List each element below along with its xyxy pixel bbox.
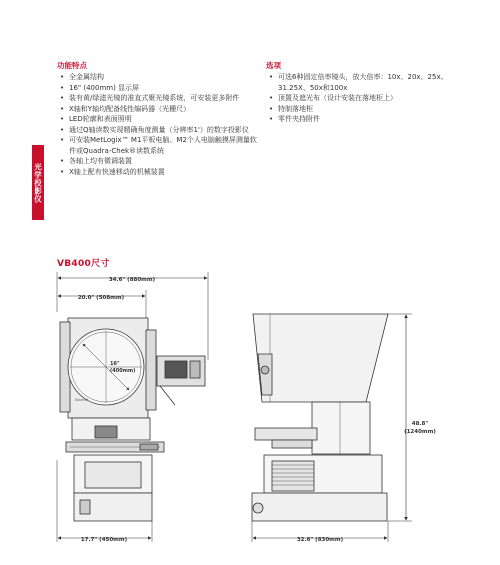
- base-width-label: 17.7" (450mm): [80, 537, 128, 543]
- bullet-item: • 顶置及遮光布（设计安装在落地柜上）: [269, 93, 469, 104]
- bullet-item: • 16" (400mm) 显示屏: [60, 83, 262, 94]
- side-view: [252, 314, 412, 542]
- depth-label: 32.6" (830mm): [296, 537, 344, 543]
- dimensions-title: VB400尺寸: [57, 259, 110, 269]
- overall-width-label: 34.6" (880mm): [108, 277, 156, 283]
- screen-size-mm-label: (400mm): [110, 368, 136, 374]
- bullet-item: • X轴和Y轴均配备线性编码器（光栅尺）: [60, 104, 262, 115]
- height-label: 48.8": [411, 421, 429, 427]
- bullet-item: • 可选6种固定倍率镜头，放大倍率：10x、20x、25x、31.25X、50x和100x: [269, 72, 469, 93]
- side-tab-label: 光学投影仪: [33, 162, 43, 203]
- bullet-item: • 各轴上均有微调装置: [60, 156, 262, 167]
- bullet-item: • LED轮廓和表面照明: [60, 114, 262, 125]
- features-title: 功能特点: [57, 61, 87, 70]
- bullet-item: • X轴上配有快速移动的机械装置: [60, 167, 262, 178]
- bullet-item: • 零件夹持附件: [269, 114, 469, 125]
- height-mm-label: (1240mm): [404, 429, 436, 435]
- screen-size-label: 16": [110, 361, 120, 367]
- bullet-item: • 特制落地柜: [269, 104, 469, 115]
- screen-center-label: 20.0" (508mm): [77, 295, 125, 301]
- bullet-item: • 全金属结构: [60, 72, 262, 83]
- bullet-item: • 装有黄/绿滤光镜的准直式聚光镜系统，可安装更多附件: [60, 93, 262, 104]
- brand-label: Starrett: [75, 398, 89, 402]
- bullet-item: • 通过Q轴读数实现精确角度测量（分辨率1'）的数字投影仪: [60, 125, 262, 136]
- front-view: [57, 272, 208, 542]
- bullet-item: • 可安装MetLogix™ M1平板电脑、M2个人电脑触摸屏测量软件或Quadra-Chek®读数系统: [60, 135, 262, 156]
- options-title: 选项: [266, 61, 281, 70]
